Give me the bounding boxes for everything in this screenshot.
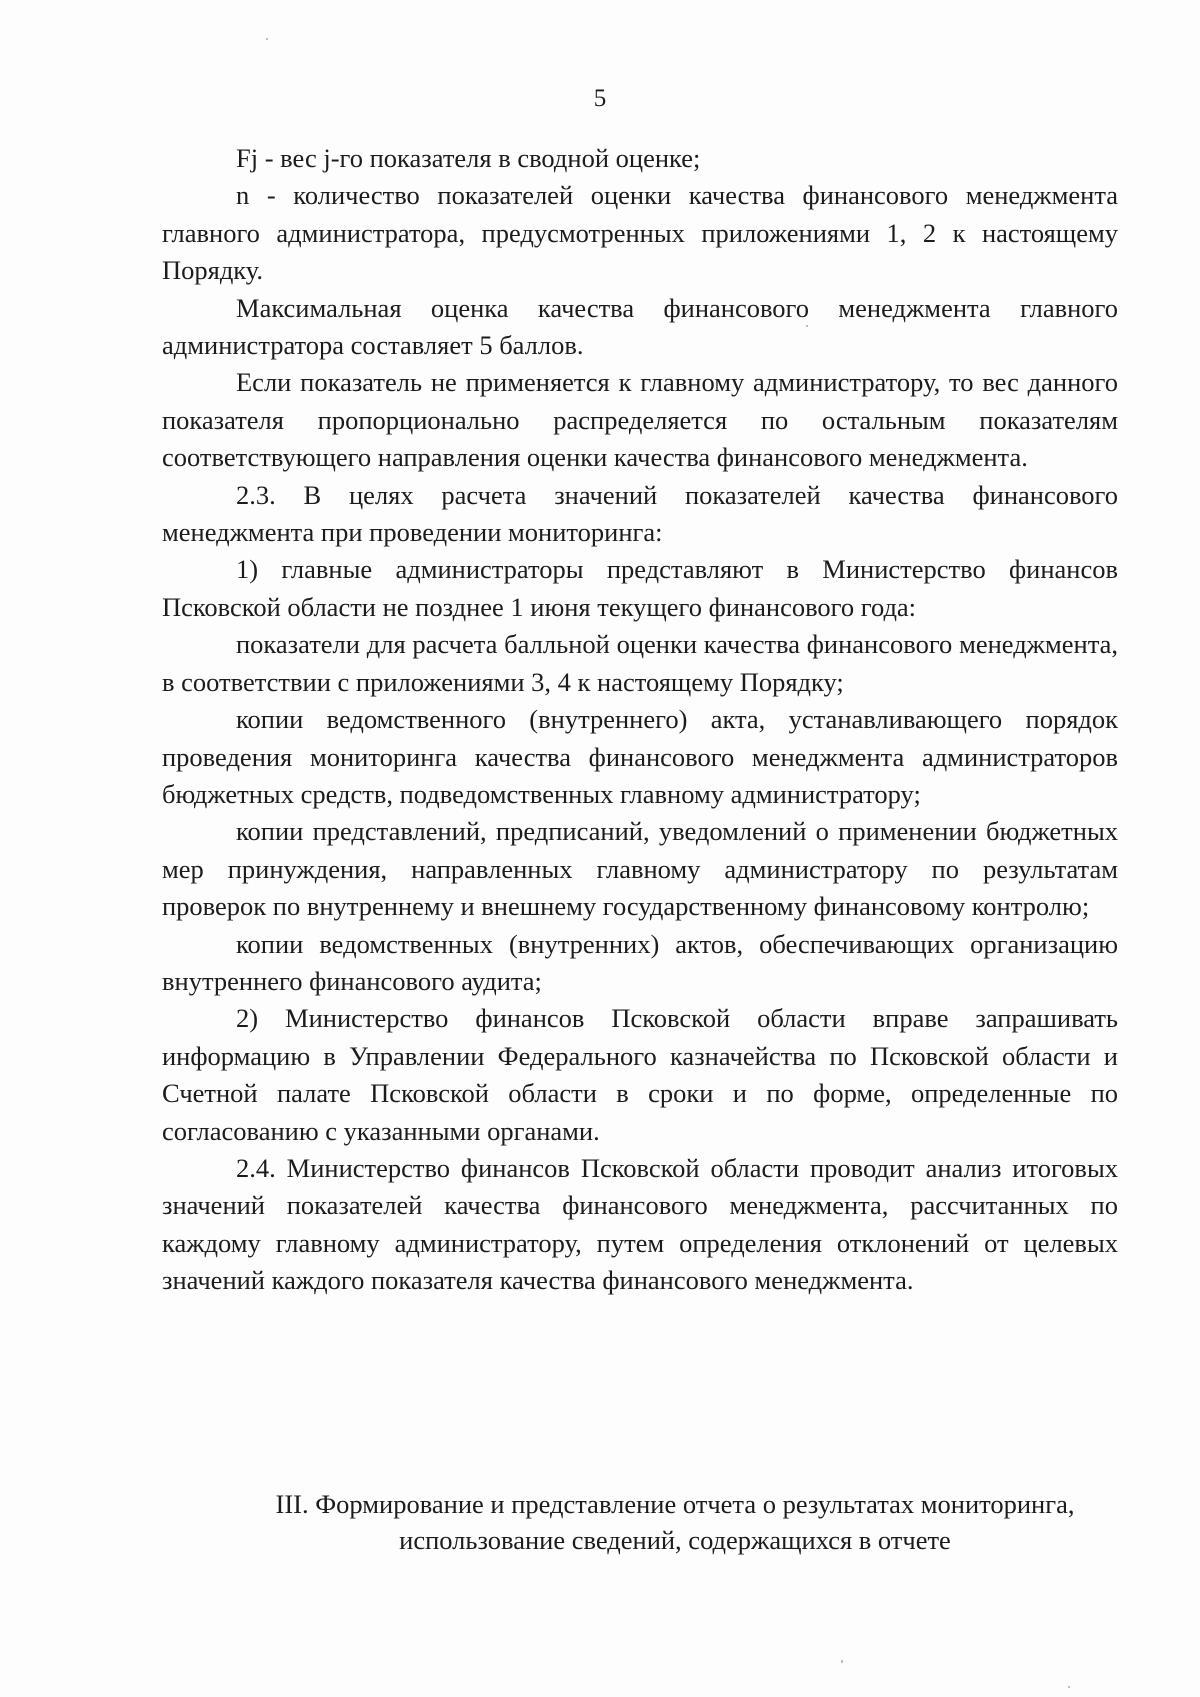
paragraph: копии ведомственного (внутреннего) акта, устанавливающего порядок проведения мониторинга качества финансового менеджмента администраторов бюджетных средств, подведомственных главному администратору; bbox=[162, 704, 1118, 809]
paragraph: 2.3. В целях расчета значений показателей качества финансового менеджмента при проведении мониторинга: bbox=[162, 479, 1118, 548]
paragraph: показатели для расчета балльной оценки качества финансового менеджмента, в соответствии с приложениями 3, 4 к настоящему Порядку; bbox=[162, 629, 1118, 697]
paragraph: 2.4. Министерство финансов Псковской области проводит анализ итоговых значений показателей качества финансового менеджмента, рассчитанных по каждому главному администратору, путем определения отклонений от целевых значений каждого показателя качества финансового менеджмента. bbox=[162, 1152, 1118, 1296]
paragraph: n - количество показателей оценки качества финансового менеджмента главного администратора, предусмотренных приложениями 1, 2 к настоящему Порядку. bbox=[162, 180, 1118, 286]
paragraph: Максимальная оценка качества финансового менеджмента главного администратора составляет 5 баллов. bbox=[162, 292, 1118, 361]
scan-speck bbox=[841, 1660, 843, 1663]
page-number: 5 bbox=[593, 85, 607, 112]
scan-speck bbox=[1068, 1686, 1070, 1688]
document-body bbox=[162, 140, 1118, 1300]
section-heading-line: использование сведений, содержащихся в отчете bbox=[399, 1525, 951, 1555]
paragraph: Fj - вес j-го показателя в сводной оценке; bbox=[236, 143, 701, 173]
section-heading-line: III. Формирование и представление отчета о результатах мониторинга, bbox=[275, 1489, 1075, 1519]
paragraph: Если показатель не применяется к главному администратору, то вес данного показателя пропорционально распределяется по остальным показателям соответствующего направления оценки качества финансового менеджмента. bbox=[162, 367, 1118, 473]
paragraph: копии ведомственных (внутренних) актов, обеспечивающих организацию внутреннего финансового аудита; bbox=[162, 928, 1118, 996]
paragraph: копии представлений, предписаний, уведомлений о применении бюджетных мер принуждения, направленных главному администратору по результатам проверок по внутреннему и внешнему государственному финансовому контролю; bbox=[162, 816, 1118, 922]
scan-speck bbox=[266, 38, 268, 40]
paragraph: 1) главные администраторы представляют в Министерство финансов Псковской области не позднее 1 июня текущего финансового года: bbox=[162, 554, 1118, 622]
paragraph: 2) Министерство финансов Псковской области вправе запрашивать информацию в Управлении Федерального казначейства по Псковской области и Счетной палате Псковской области в сроки и по форме, определенные по согласованию с указанными органами. bbox=[162, 1003, 1118, 1146]
section-heading bbox=[162, 1486, 1118, 1558]
